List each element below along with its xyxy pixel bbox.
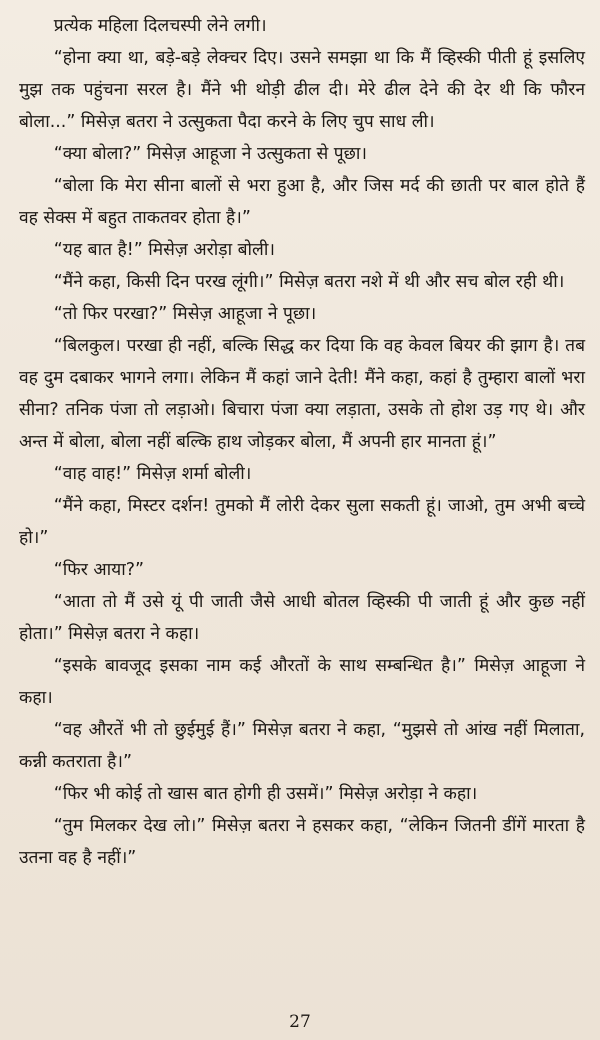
paragraph: “यह बात है!” मिसेज़ अरोड़ा बोली। bbox=[53, 240, 275, 260]
paragraph: “तो फिर परखा?” मिसेज़ आहूजा ने पूछा। bbox=[53, 304, 317, 324]
body-text bbox=[19, 10, 585, 874]
page-number: 27 bbox=[289, 1012, 311, 1032]
paragraph: “बोला कि मेरा सीना बालों से भरा हुआ है, और जिस मर्द की छाती पर बाल होते हैं वह सेक्स में बहुत ताकतवर होता है।” bbox=[19, 176, 585, 228]
paragraph: प्रत्येक महिला दिलचस्पी लेने लगी। bbox=[53, 16, 267, 36]
paragraph: “तुम मिलकर देख लो।” मिसेज़ बतरा ने हसकर कहा, “लेकिन जितनी डींगें मारता है उतना वह है नहीं।” bbox=[19, 816, 585, 868]
paragraph: “मैंने कहा, किसी दिन परख लूंगी।” मिसेज़ बतरा नशे में थी और सच बोल रही थी। bbox=[53, 272, 565, 292]
paragraph: “इसके बावजूद इसका नाम कई औरतों के साथ सम्बन्धित है।” मिसेज़ आहूजा ने कहा। bbox=[19, 656, 585, 708]
paragraph: “बिलकुल। परखा ही नहीं, बल्कि सिद्ध कर दिया कि वह केवल बियर की झाग है। तब वह दुम दबाकर भागने लगा। लेकिन मैं कहां जाने देती! मैंने कहा, कहां है तुम्हारा बालों भरा सीना? तनिक पंजा तो लड़ाओ। बिचारा पंजा क्या लड़ाता, उसके तो होश उड़ गए थे। और अन्त में बोला, बोला नहीं बल्कि हाथ जोड़कर बोला, मैं अपनी हार मानता हूं।” bbox=[19, 336, 585, 452]
paragraph: “होना क्या था, बड़े-बड़े लेक्चर दिए। उसने समझा था कि मैं व्हिस्की पीती हूं इसलिए मुझ तक पहुंचना सरल है। मैंने भी थोड़ी ढील दी। मेरे ढील देने की देर थी कि फौरन बोला...” मिसेज़ बतरा ने उत्सुकता पैदा करने के लिए चुप साध ली। bbox=[19, 48, 585, 132]
paragraph: “मैंने कहा, मिस्टर दर्शन! तुमको मैं लोरी देकर सुला सकती हूं। जाओ, तुम अभी बच्चे हो।” bbox=[19, 496, 586, 548]
paragraph: “वाह वाह!” मिसेज़ शर्मा बोली। bbox=[53, 464, 252, 484]
paragraph: “क्या बोला?” मिसेज़ आहूजा ने उत्सुकता से पूछा। bbox=[53, 144, 367, 164]
paragraph: “आता तो मैं उसे यूं पी जाती जैसे आधी बोतल व्हिस्की पी जाती हूं और कुछ नहीं होता।” मिसेज़ बतरा ने कहा। bbox=[19, 592, 585, 644]
paragraph: “फिर आया?” bbox=[53, 560, 144, 580]
paragraph: “फिर भी कोई तो खास बात होगी ही उसमें।” मिसेज़ अरोड़ा ने कहा। bbox=[53, 784, 478, 804]
paragraph: “वह औरतें भी तो छुईमुई हैं।” मिसेज़ बतरा ने कहा, “मुझसे तो आंख नहीं मिलाता, कन्नी कतराता है।” bbox=[19, 720, 585, 772]
